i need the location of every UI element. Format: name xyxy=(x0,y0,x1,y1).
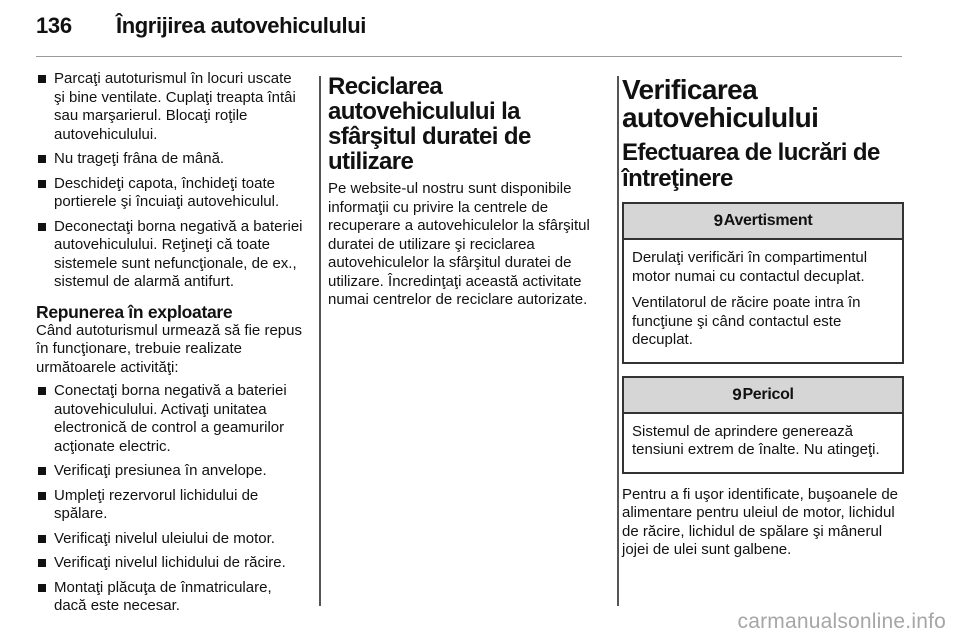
warning-triangle-icon: 9 xyxy=(713,211,723,230)
header-rule xyxy=(36,56,902,57)
danger-text: Sistemul de aprindere generează tensiuni extrem de înalte. Nu atingeţi. xyxy=(632,422,880,458)
list-item: Verificaţi presiunea în anvelope. xyxy=(36,462,306,481)
list-item: Deschideţi capota, închideţi toate portierele şi încuiaţi autovehiculul. xyxy=(36,175,306,212)
storage-steps-list xyxy=(36,70,306,292)
page-header xyxy=(36,13,366,45)
list-item: Parcaţi autoturismul în locuri uscate şi bine ventilate. Cuplaţi treapta întâi sau marşarierul. Blocaţi roţile autovehiculului. xyxy=(36,70,306,144)
column-divider-1 xyxy=(319,76,321,606)
warning-box xyxy=(622,202,904,364)
warning-header xyxy=(624,204,902,240)
list-item: Verificaţi nivelul uleiului de motor. xyxy=(36,530,306,549)
section-title-recycling: Reciclarea autovehiculului la sfârşitul duratei de utilizare xyxy=(328,73,531,175)
danger-box xyxy=(622,376,904,474)
danger-body xyxy=(624,414,902,472)
warning-body xyxy=(624,240,902,362)
subsection-title-maintenance: Efectuarea de lucrări de întreţinere xyxy=(622,139,880,192)
list-item: Nu trageţi frâna de mână. xyxy=(36,150,306,169)
list-item: Montaţi plăcuţa de înmatriculare, dacă este necesar. xyxy=(36,579,306,616)
list-item: Umpleţi rezervorul lichidului de spălare. xyxy=(36,487,306,524)
section-title-vehicle-check: Verificarea autovehiculului xyxy=(622,74,819,133)
column-right xyxy=(622,70,904,565)
list-item: Conectaţi borna negativă a bateriei autovehiculului. Activaţi unitatea electronică de control a geamurilor acţionate electric. xyxy=(36,382,306,456)
danger-label: Pericol xyxy=(742,385,794,403)
chapter-title: Îngrijirea autovehiculului xyxy=(116,13,366,38)
danger-header xyxy=(624,378,902,414)
warning-text: Ventilatorul de răcire poate intra în funcţiune şi când contactul este decuplat. xyxy=(632,294,861,348)
warning-text: Derulaţi verificări în compartimentul motor numai cu contactul decuplat. xyxy=(632,249,868,285)
list-item: Verificaţi nivelul lichidului de răcire. xyxy=(36,554,306,573)
section-title-recommissioning: Repunerea în exploatare xyxy=(36,301,233,322)
recommissioning-steps-list xyxy=(36,382,306,616)
watermark: carmanualsonline.info xyxy=(737,610,946,633)
page-number: 136 xyxy=(36,13,72,38)
filler-caps-body: Pentru a fi uşor identificate, buşoanele de alimentare pentru uleiul de motor, lichidul de răcire, lichidul de spălare şi mânerul jojei de ulei sunt galbene. xyxy=(622,485,899,558)
list-item: Deconectaţi borna negativă a bateriei autovehiculului. Reţineţi că toate sistemele sunt nefuncţionale, de ex., sistemul de alarmă antifurt. xyxy=(36,218,306,292)
column-middle xyxy=(328,70,606,315)
recycling-body: Pe website-ul nostru sunt disponibile informaţii cu privire la centrele de recuperare a autovehiculelor la sfârşitul duratei de utilizare şi reciclarea autovehiculelor la sfârşitul duratei de utilizare. Încredinţaţi această activitate numai centrelor de reciclare autorizate. xyxy=(328,180,590,308)
column-left xyxy=(36,70,306,622)
column-divider-2 xyxy=(617,76,619,606)
warning-label: Avertisment xyxy=(723,212,813,229)
danger-triangle-icon: 9 xyxy=(732,384,742,404)
recommissioning-intro: Când autoturismul urmează să fie repus în funcţionare, trebuie realizate următoarele activităţi: xyxy=(36,321,302,376)
